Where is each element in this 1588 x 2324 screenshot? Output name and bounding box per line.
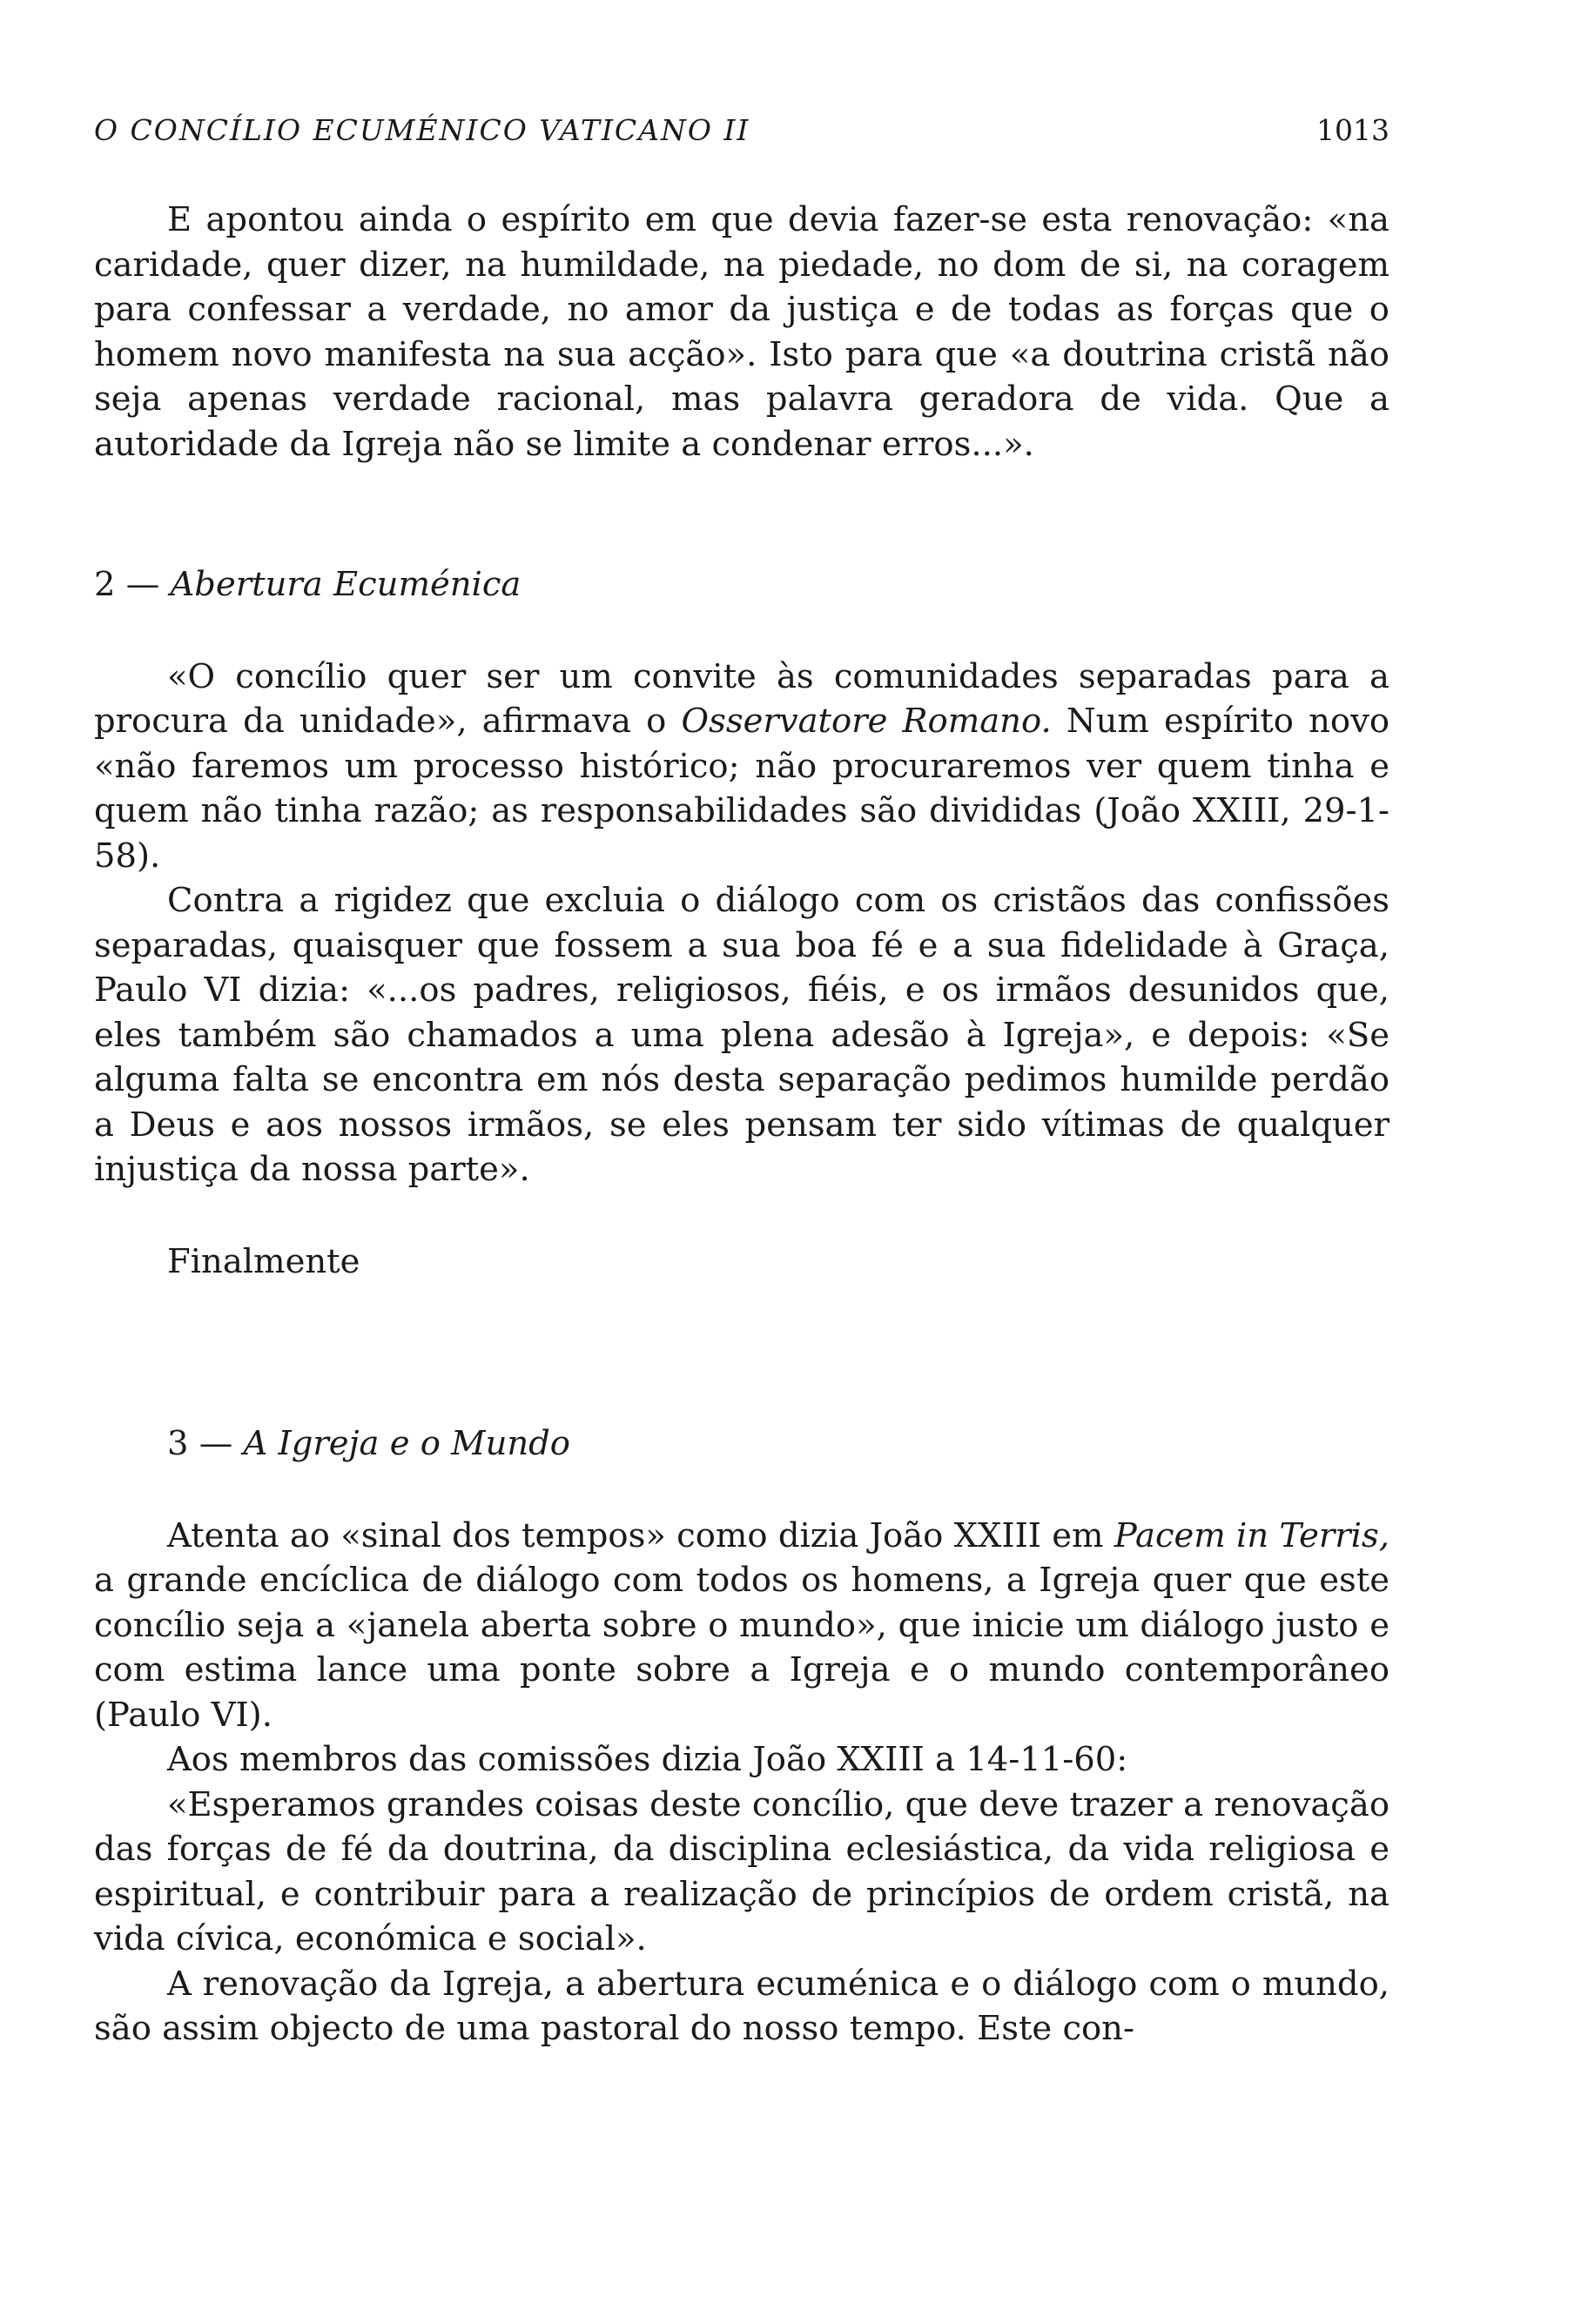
section-2-title: Abertura Ecuménica [170,565,521,604]
section-3-paragraph-2: Aos membros das comissões dizia João XXIII a 14-11-60: [167,1740,1128,1779]
section-2-dash: — [125,565,160,604]
section-3-number: 3 [167,1424,189,1463]
section-2-number: 2 [94,565,116,604]
section-2-heading [94,562,1390,608]
running-title: O CONCÍLIO ECUMÉNICO VATICANO II [94,113,750,147]
section-3-paragraph-4: A renovação da Igreja, a abertura ecuménica e o diálogo com o mundo, são assim objecto de uma pastoral do nosso tempo. Este con- [94,1964,1390,2048]
section-2-paragraph-2: Contra a rigidez que excluia o diálogo com os cristãos das confissões separadas, quaisquer que fossem a sua boa fé e a sua fidelidade à Graça, Paulo VI dizia: «...os padres, religiosos, fiéis, e os irmãos desunidos que, eles também são chamados a uma plena adesão à Igreja», e depois: «Se alguma falta se encontra em nós desta separação pedimos humilde perdão a Deus e aos nossos irmãos, se eles pensam ter sido vítimas de qualquer injustiça da nossa parte». [94,881,1390,1189]
page-number: 1013 [1316,113,1390,147]
intro-paragraph: E apontou ainda o espírito em que devia fazer-se esta renovação: «na caridade, quer dizer, na humildade, na piedade, no dom de si, na coragem para confessar a verdade, no amor da justiça e de todas as forças que o homem novo manifesta na sua acção». Isto para que «a doutrina cristã não seja apenas verdade racional, mas palavra geradora de vida. Que a autoridade da Igreja não se limite a condenar erros...». [94,200,1390,464]
book-page [94,113,1390,2052]
section-3-paragraph-1: Atenta ao «sinal dos tempos» como dizia João XXIII em Pacem in Terris, a grande encíclica de diálogo com todos os homens, a Igreja quer que este concílio seja a «janela aberta sobre o mundo», que inicie um diálogo justo e com estima lance uma ponte sobre a Igreja e o mundo contemporâneo (Paulo VI). [94,1515,1390,1735]
section-3-paragraph-3: «Esperamos grandes coisas deste concílio, que deve trazer a renovação das forças de fé da doutrina, da disciplina eclesiástica, da vida religiosa e espiritual, e contribuir para a realização de princípios de ordem cristã, na vida cívica, económica e social». [94,1784,1390,1958]
section-2-paragraph-1: «O concílio quer ser um convite às comunidades separadas para a procura da unidade», afirmava o Osservatore Romano. Num espírito novo «não faremos um processo histórico; não procuraremos ver quem tinha e quem não tinha razão; as responsabilidades são divididas (João XXIII, 29-1-58). [94,656,1390,876]
running-head [94,113,1390,147]
section-3-dash: — [198,1424,233,1463]
section-3-heading [94,1421,1390,1467]
section-2-paragraph-3: Finalmente [167,1241,360,1281]
section-3-title: A Igreja e o Mundo [243,1424,570,1463]
